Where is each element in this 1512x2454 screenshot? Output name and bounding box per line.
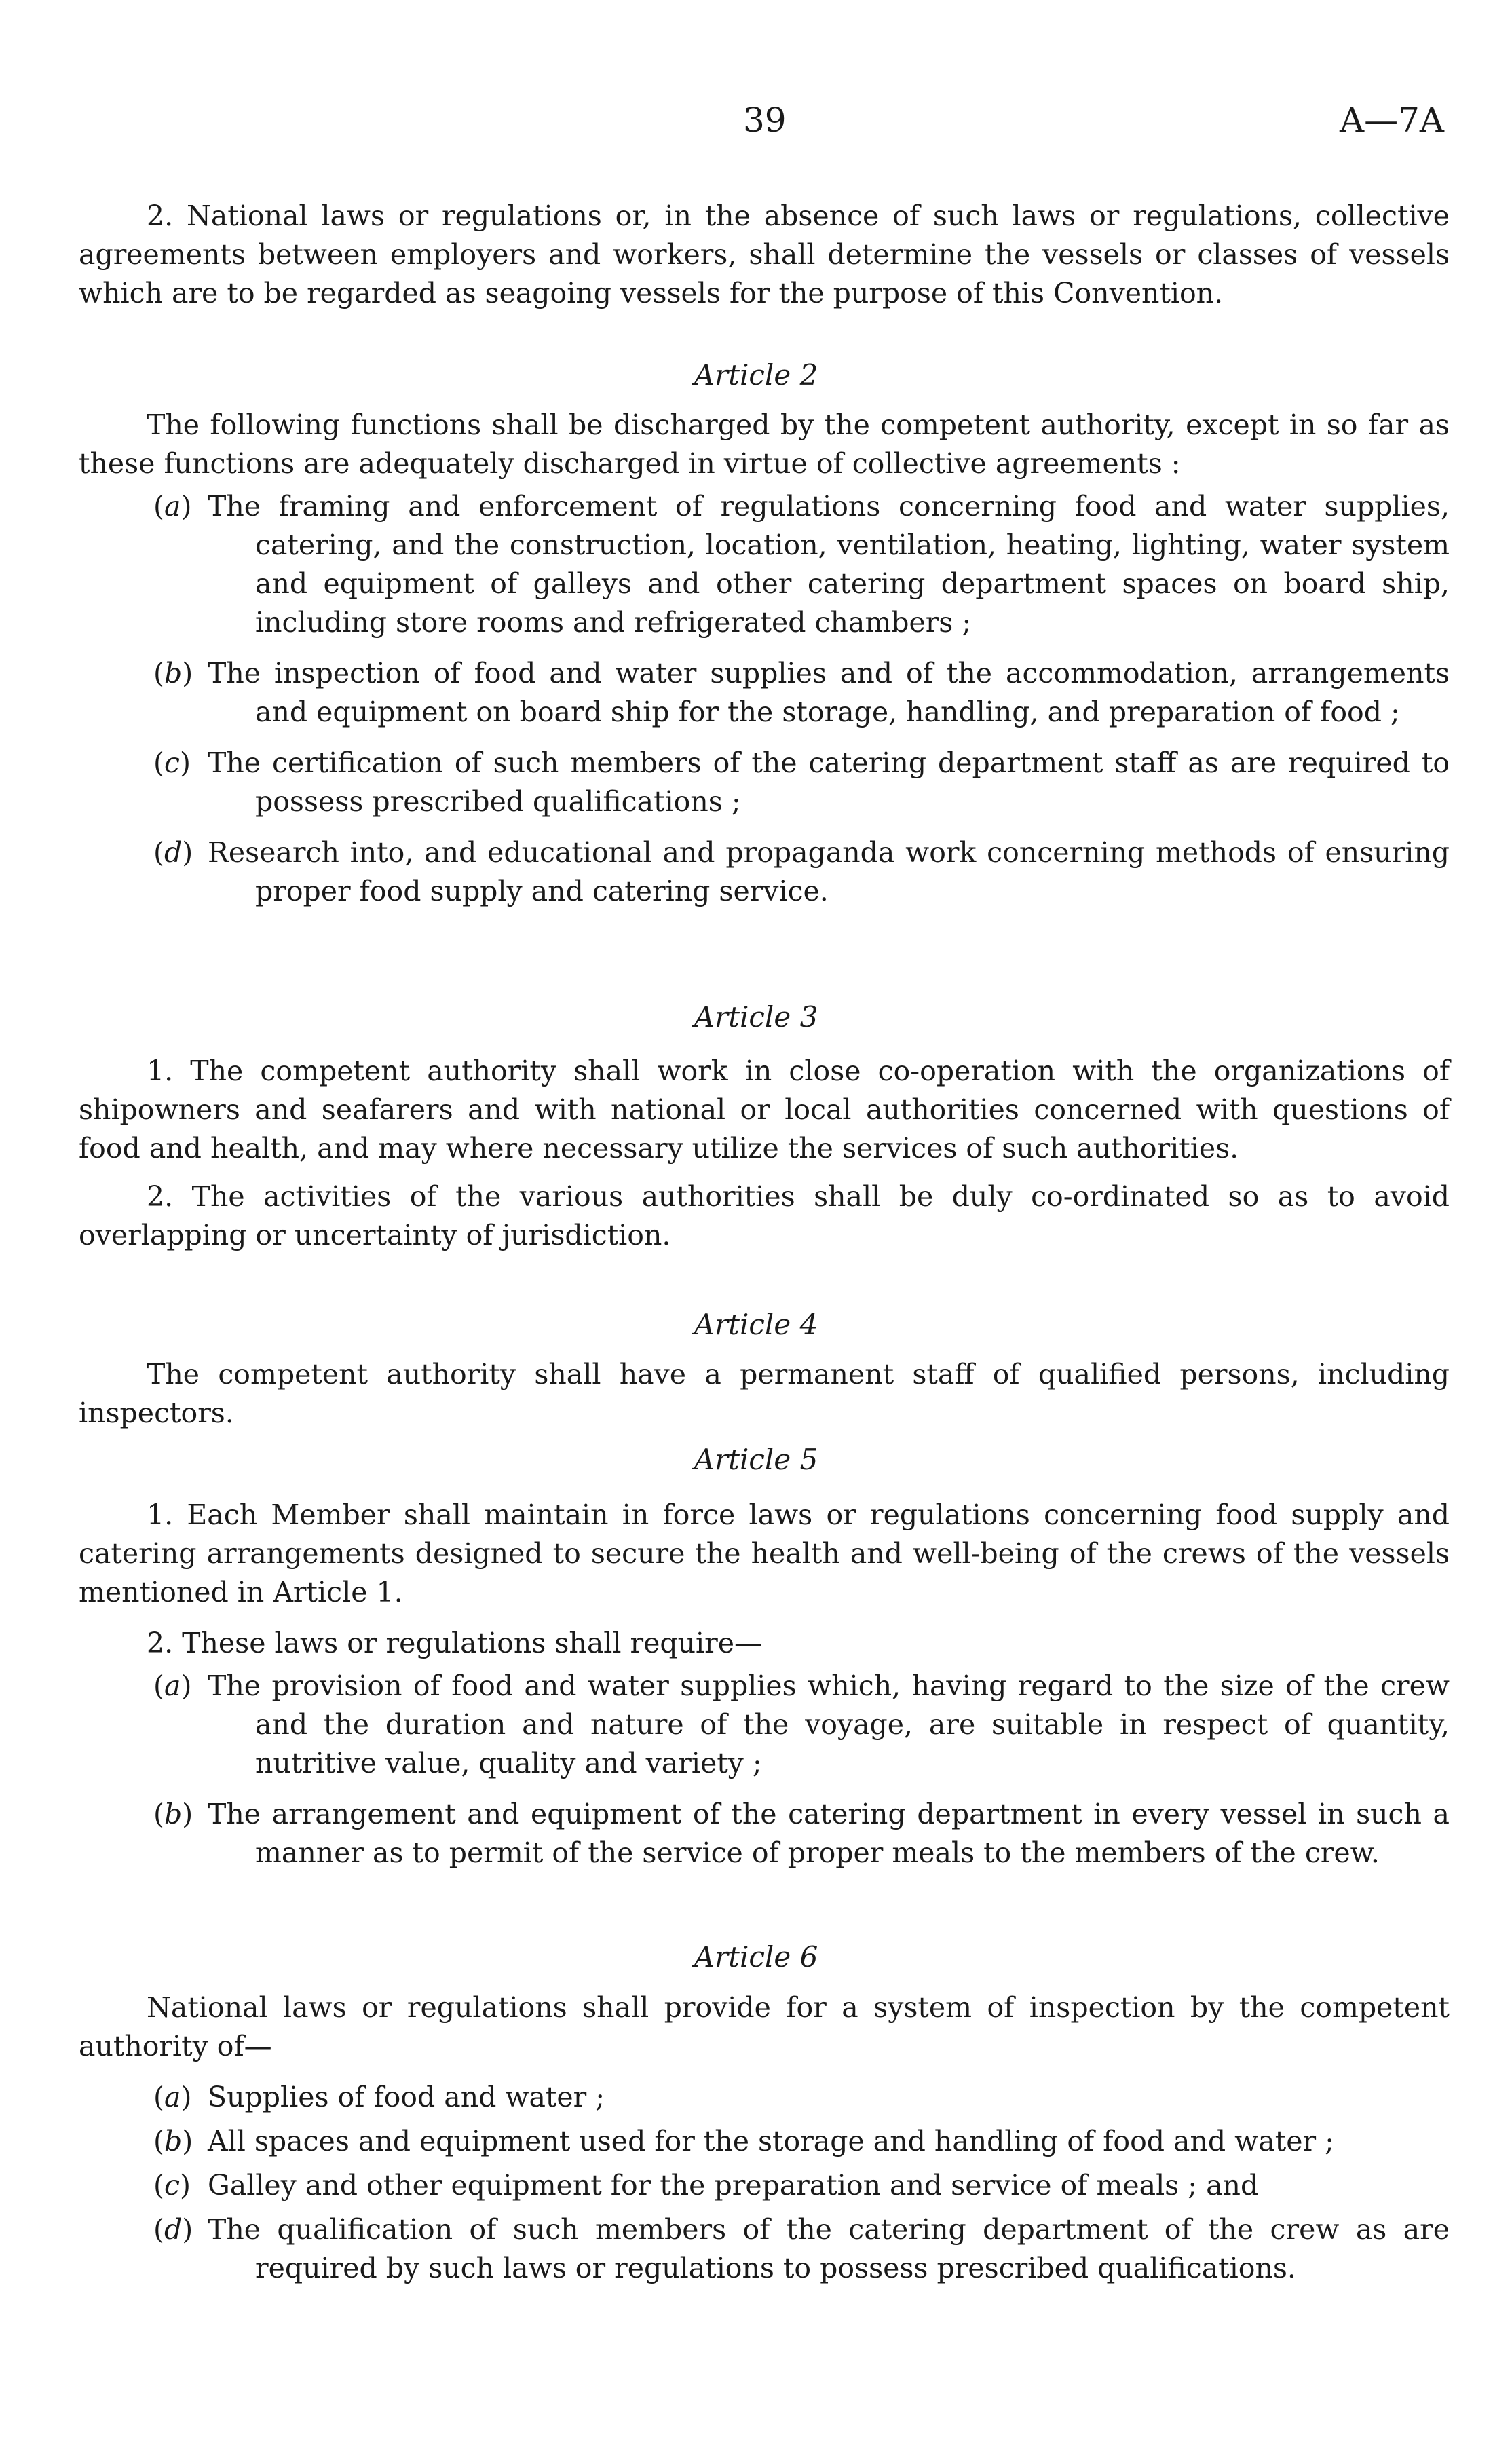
- article-3-body: [79, 1052, 1450, 1255]
- item-label: d: [164, 836, 183, 869]
- document-reference: A—7A: [1339, 100, 1444, 140]
- paragraph: National laws or regulations shall provide for a system of inspection by the competent authority of—: [79, 1991, 1450, 2062]
- item-text: The inspection of food and water supplies and of the accommodation, arrangements and equipment on board ship for the storage, handling, and preparation of food ;: [208, 657, 1450, 728]
- item-label: c: [164, 747, 180, 779]
- article-5-body: [79, 1496, 1450, 1872]
- article-3-heading: Article 3: [694, 1000, 818, 1034]
- item-text: The certification of such members of the catering department staff as are required to possess prescribed qualifications ;: [208, 747, 1450, 818]
- item-label: c: [164, 2169, 180, 2202]
- article-6-heading: Article 6: [694, 1940, 818, 1974]
- item-text: Galley and other equipment for the preparation and service of meals ; and: [208, 2169, 1259, 2202]
- paragraph: 2. National laws or regulations or, in the absence of such laws or regulations, collective agreements between employers and workers, shall determine the vessels or classes of vessels which are to be regarded as seagoing vessels for the purpose of this Convention.: [79, 200, 1450, 309]
- item-label: a: [164, 1669, 181, 1702]
- intro-section: [79, 197, 1450, 313]
- list-item: (a) The provision of food and water supplies which, having regard to the size of the crew and the duration and nature of the voyage, are suitable in respect of quantity, nutritive value, quality and variety ;: [153, 1669, 1450, 1779]
- item-text: All spaces and equipment used for the storage and handling of food and water ;: [208, 2125, 1334, 2157]
- paragraph: 2. The activities of the various authorities shall be duly co-ordinated so as to avoid overlapping or uncertainty of jurisdiction.: [79, 1180, 1450, 1251]
- list-item: (b) All spaces and equipment used for the storage and handling of food and water ;: [153, 2125, 1334, 2157]
- paragraph: The following functions shall be discharged by the competent authority, except in so far as these functions are adequately discharged in virtue of collective agreements :: [79, 409, 1450, 480]
- list-item: (a) Supplies of food and water ;: [153, 2081, 605, 2113]
- article-6-body: [79, 1988, 1450, 2288]
- list-item: (d) The qualification of such members of the catering department of the crew as are required by such laws or regulations to possess prescribed qualifications.: [153, 2213, 1450, 2284]
- item-label: d: [164, 2213, 183, 2246]
- item-text: The framing and enforcement of regulations concerning food and water supplies, catering, and the construction, location, ventilation, heating, lighting, water system and equipment of galleys and other catering department spaces on board ship, including store rooms and refrigerated chambers ;: [208, 490, 1450, 639]
- list-item: (b) The inspection of food and water supplies and of the accommodation, arrangements and equipment on board ship for the storage, handling, and preparation of food ;: [153, 657, 1450, 728]
- item-text: Supplies of food and water ;: [208, 2081, 605, 2113]
- item-text: The provision of food and water supplies which, having regard to the size of the crew and the duration and nature of the voyage, are suitable in respect of quantity, nutritive value, quality and variety ;: [208, 1669, 1450, 1779]
- article-2-heading: Article 2: [694, 358, 818, 392]
- item-label: b: [164, 1798, 183, 1830]
- item-text: Research into, and educational and propaganda work concerning methods of ensuring proper food supply and catering service.: [208, 836, 1450, 907]
- page-number: 39: [743, 100, 787, 140]
- paragraph: 1. The competent authority shall work in close co-operation with the organizations of shipowners and seafarers and with national or local authorities concerned with questions of food and health, and may where necessary utilize the services of such authorities.: [79, 1055, 1450, 1165]
- paragraph: The competent authority shall have a permanent staff of qualified persons, including inspectors.: [79, 1358, 1450, 1429]
- paragraph: 1. Each Member shall maintain in force laws or regulations concerning food supply and catering arrangements designed to secure the health and well-being of the crews of the vessels mentioned in Article 1.: [79, 1498, 1450, 1608]
- list-item: (c) The certification of such members of the catering department staff as are required to possess prescribed qualifications ;: [153, 747, 1450, 818]
- paragraph: 2. These laws or regulations shall require—: [147, 1627, 763, 1659]
- list-item: (d) Research into, and educational and propaganda work concerning methods of ensuring proper food supply and catering service.: [153, 836, 1450, 907]
- item-label: a: [164, 2081, 181, 2113]
- item-text: The arrangement and equipment of the catering department in every vessel in such a manner as to permit of the service of proper meals to the members of the crew.: [208, 1798, 1450, 1869]
- item-text: The qualification of such members of the catering department of the crew as are required by such laws or regulations to possess prescribed qualifications.: [208, 2213, 1450, 2284]
- article-5-heading: Article 5: [694, 1443, 818, 1476]
- item-label: a: [164, 490, 181, 523]
- list-item: (c) Galley and other equipment for the preparation and service of meals ; and: [153, 2169, 1259, 2202]
- article-4-heading: Article 4: [694, 1308, 818, 1341]
- article-2-body: [79, 406, 1450, 911]
- list-item: (a) The framing and enforcement of regulations concerning food and water supplies, catering, and the construction, location, ventilation, heating, lighting, water system and equipment of galleys and other catering department spaces on board ship, including store rooms and refrigerated chambers ;: [153, 490, 1450, 639]
- list-item: (b) The arrangement and equipment of the catering department in every vessel in such a manner as to permit of the service of proper meals to the members of the crew.: [153, 1798, 1450, 1869]
- item-label: b: [164, 2125, 183, 2157]
- article-4-body: [79, 1355, 1450, 1433]
- item-label: b: [164, 657, 183, 690]
